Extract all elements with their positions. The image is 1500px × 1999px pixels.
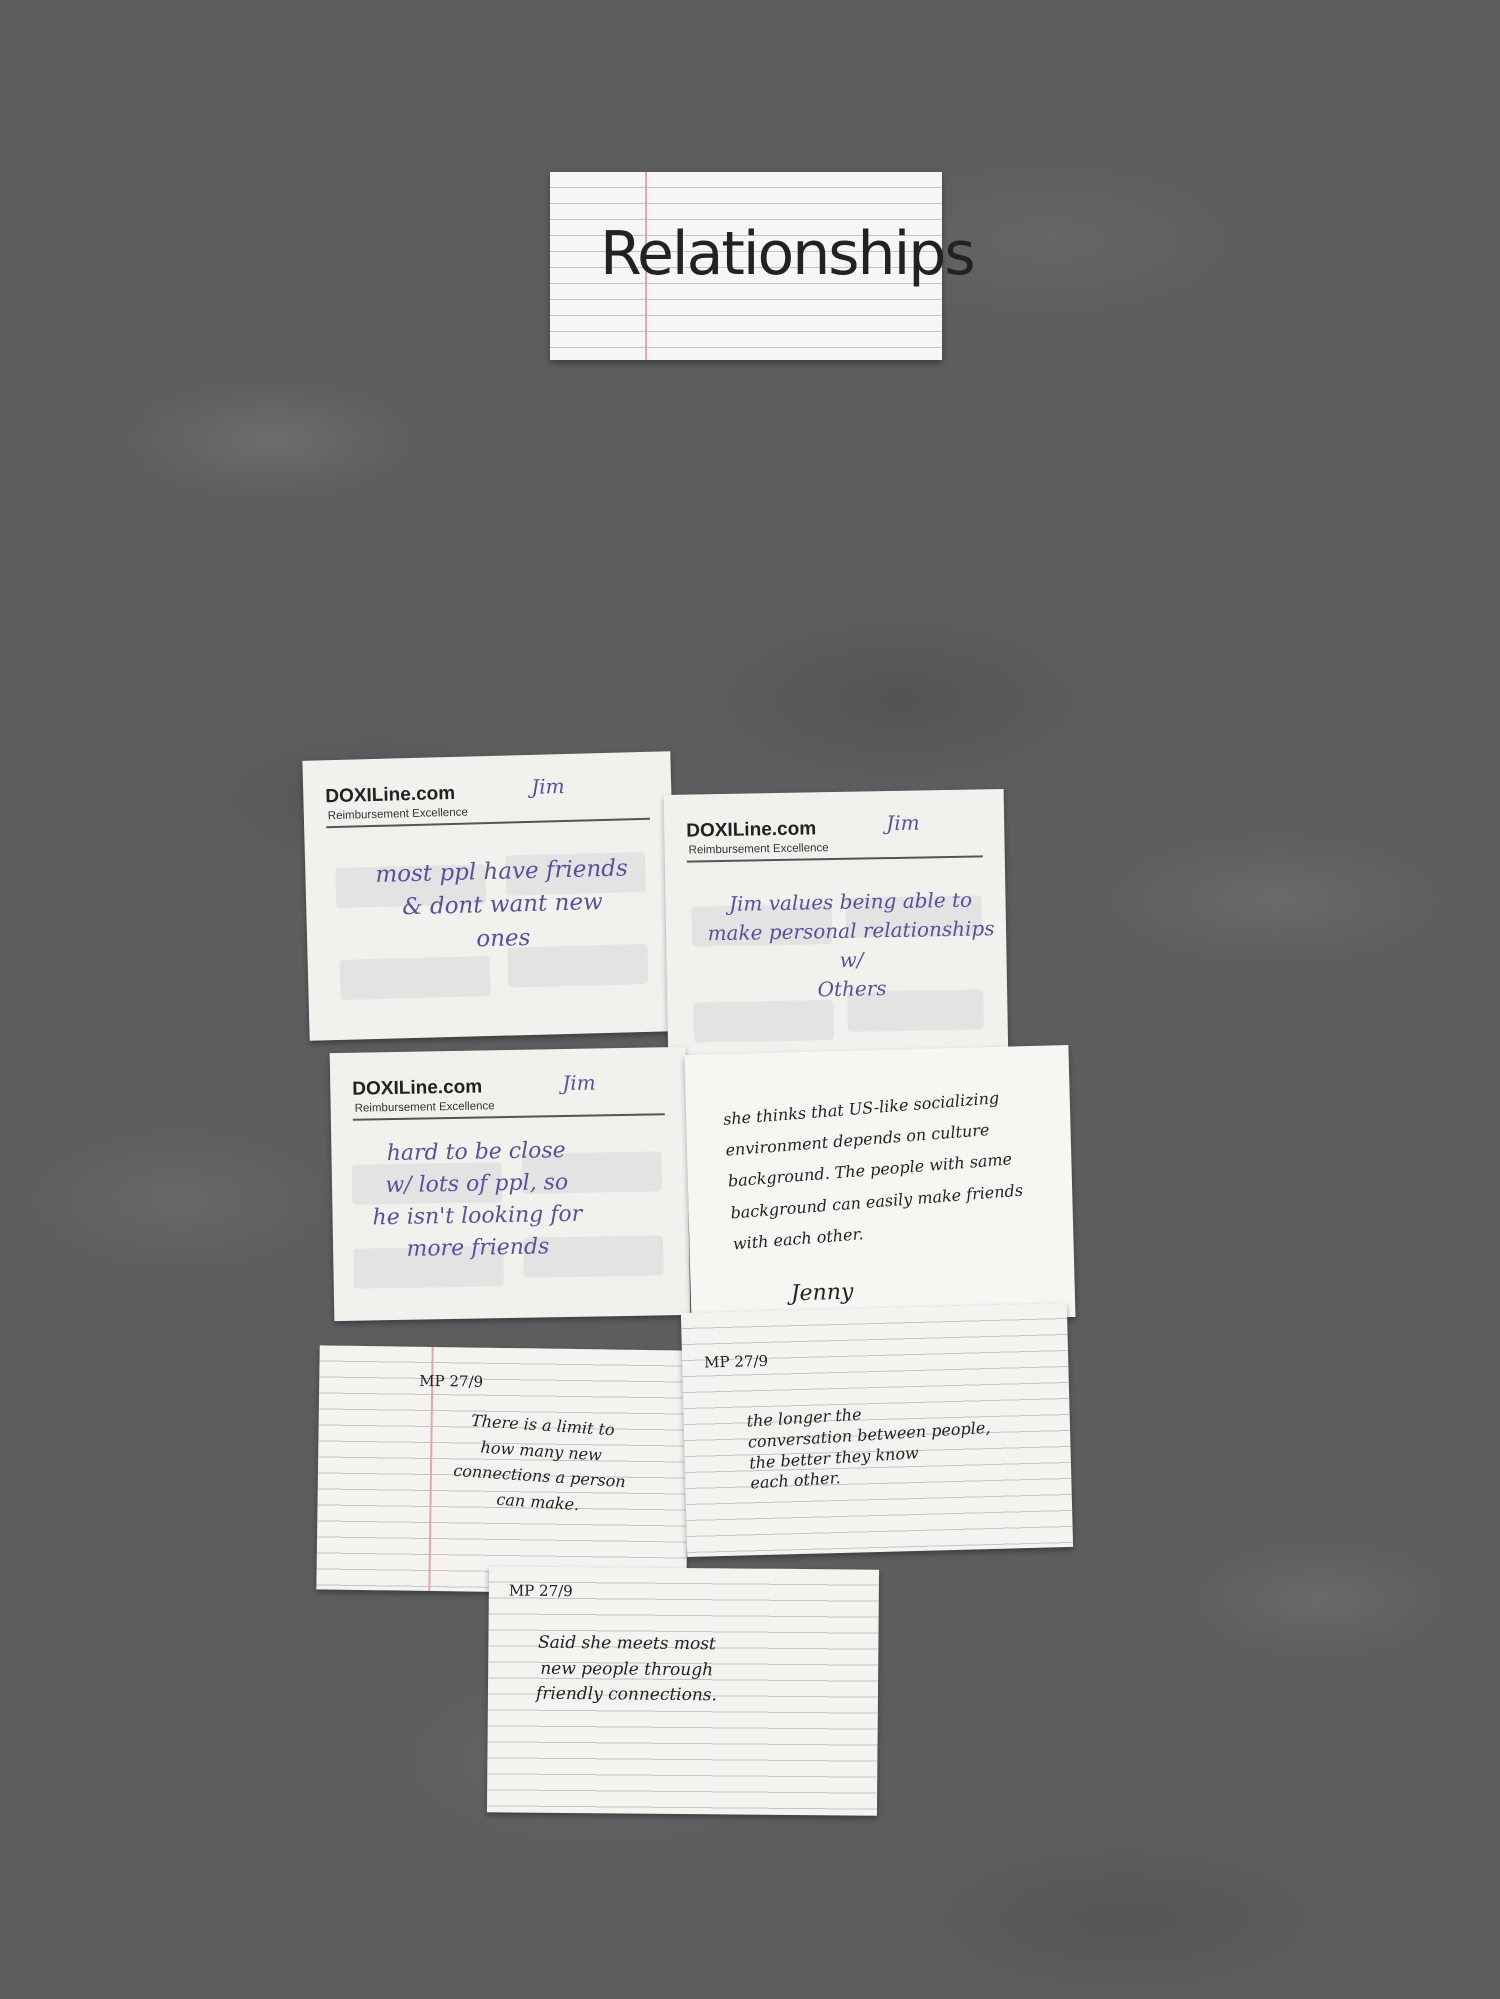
card-date: MP 27/9 (508, 1581, 573, 1601)
title-note-text: Relationships (600, 219, 974, 289)
card-logo: DOXILine.com (352, 1076, 483, 1100)
ghost-button (693, 1000, 834, 1042)
card-signature: Jenny (790, 1279, 854, 1307)
card-text: Said she meets most new people through friendly connections. (535, 1632, 718, 1706)
lined-card-6 (681, 1303, 1073, 1557)
card-logo: DOXILine.com (325, 782, 456, 808)
card-name: Jim (562, 1070, 596, 1096)
card-date: MP 27/9 (419, 1371, 484, 1391)
card-text: she thinks that US-like socializing environment depends on culture background. The people with same background can easily make friends with each other. (722, 1088, 1024, 1254)
card-tagline: Reimbursement Excellence (327, 806, 468, 823)
card-text: hard to be close w/ lots of ppl, so he isn't looking for more friends (372, 1138, 583, 1262)
card-text: Jim values being able to make personal relationships w/ Others (707, 887, 995, 1002)
plain-card-jenny (685, 1045, 1076, 1327)
card-name: Jim (885, 810, 920, 836)
title-note (550, 172, 974, 360)
doxiline-card-1 (302, 751, 677, 1041)
lined-card-7 (487, 1566, 879, 1815)
card-date: MP 27/9 (703, 1351, 769, 1372)
card-text: most ppl have friends & dont want new ones (375, 855, 629, 953)
ghost-button (340, 956, 491, 1000)
card-name: Jim (530, 774, 565, 799)
doxiline-card-2 (664, 789, 1009, 1067)
card-rule (353, 1113, 665, 1120)
card-logo: DOXILine.com (686, 818, 817, 842)
card-text: the longer the conversation between people, the better they know each other. (746, 1404, 991, 1493)
card-text: There is a limit to how many new connections a person can make. (452, 1410, 627, 1514)
card-tagline: Reimbursement Excellence (354, 1100, 495, 1115)
card-rule (687, 855, 983, 862)
card-tagline: Reimbursement Excellence (688, 842, 829, 857)
doxiline-card-3 (330, 1047, 691, 1321)
lined-card-5 (316, 1345, 689, 1594)
